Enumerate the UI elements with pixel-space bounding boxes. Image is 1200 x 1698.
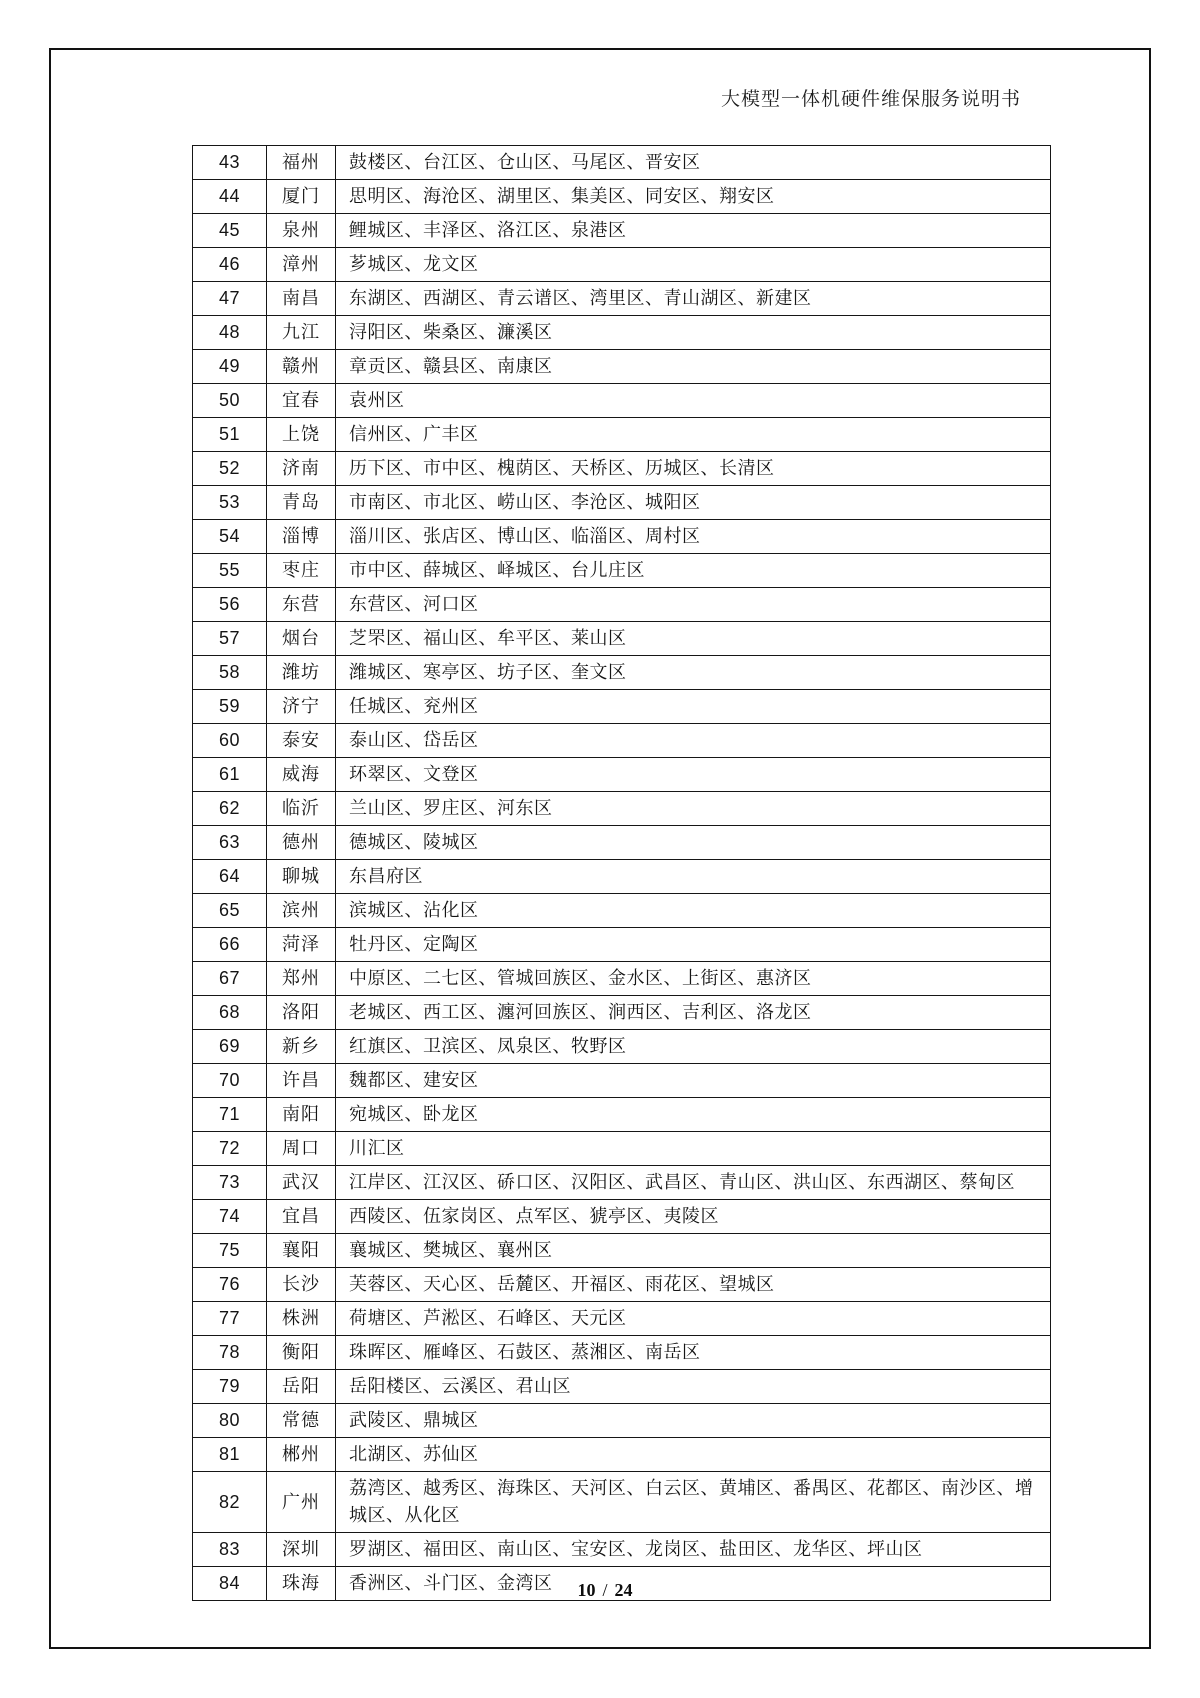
city-cell: 襄阳 <box>267 1234 336 1268</box>
city-cell: 南阳 <box>267 1098 336 1132</box>
row-number-cell: 52 <box>193 452 267 486</box>
row-number-cell: 73 <box>193 1166 267 1200</box>
city-cell: 厦门 <box>267 180 336 214</box>
city-cell: 宜春 <box>267 384 336 418</box>
city-cell: 广州 <box>267 1472 336 1533</box>
city-cell: 威海 <box>267 758 336 792</box>
row-number-cell: 54 <box>193 520 267 554</box>
districts-cell: 芝罘区、福山区、牟平区、莱山区 <box>336 622 1051 656</box>
districts-cell: 兰山区、罗庄区、河东区 <box>336 792 1051 826</box>
districts-cell: 历下区、市中区、槐荫区、天桥区、历城区、长清区 <box>336 452 1051 486</box>
districts-table-body <box>193 146 1051 1601</box>
districts-cell: 思明区、海沧区、湖里区、集美区、同安区、翔安区 <box>336 180 1051 214</box>
table-row <box>193 282 1051 316</box>
row-number-cell: 65 <box>193 894 267 928</box>
city-cell: 青岛 <box>267 486 336 520</box>
row-number-cell: 76 <box>193 1268 267 1302</box>
districts-cell: 市南区、市北区、崂山区、李沧区、城阳区 <box>336 486 1051 520</box>
row-number-cell: 53 <box>193 486 267 520</box>
city-cell: 上饶 <box>267 418 336 452</box>
row-number-cell: 78 <box>193 1336 267 1370</box>
city-cell: 宜昌 <box>267 1200 336 1234</box>
row-number-cell: 63 <box>193 826 267 860</box>
table-row <box>193 928 1051 962</box>
districts-cell: 浔阳区、柴桑区、濂溪区 <box>336 316 1051 350</box>
districts-cell: 环翠区、文登区 <box>336 758 1051 792</box>
city-cell: 福州 <box>267 146 336 180</box>
districts-cell: 鲤城区、丰泽区、洛江区、泉港区 <box>336 214 1051 248</box>
row-number-cell: 51 <box>193 418 267 452</box>
row-number-cell: 55 <box>193 554 267 588</box>
districts-cell: 红旗区、卫滨区、凤泉区、牧野区 <box>336 1030 1051 1064</box>
row-number-cell: 46 <box>193 248 267 282</box>
table-row <box>193 826 1051 860</box>
table-row <box>193 588 1051 622</box>
city-cell: 泉州 <box>267 214 336 248</box>
city-cell: 周口 <box>267 1132 336 1166</box>
districts-cell: 老城区、西工区、瀍河回族区、涧西区、吉利区、洛龙区 <box>336 996 1051 1030</box>
city-cell: 郑州 <box>267 962 336 996</box>
row-number-cell: 56 <box>193 588 267 622</box>
row-number-cell: 49 <box>193 350 267 384</box>
table-row <box>193 1166 1051 1200</box>
row-number-cell: 72 <box>193 1132 267 1166</box>
row-number-cell: 75 <box>193 1234 267 1268</box>
city-cell: 株洲 <box>267 1302 336 1336</box>
table-row <box>193 724 1051 758</box>
row-number-cell: 66 <box>193 928 267 962</box>
city-cell: 滨州 <box>267 894 336 928</box>
table-row <box>193 1098 1051 1132</box>
districts-cell: 荷塘区、芦淞区、石峰区、天元区 <box>336 1302 1051 1336</box>
table-row <box>193 656 1051 690</box>
row-number-cell: 47 <box>193 282 267 316</box>
table-row <box>193 146 1051 180</box>
city-cell: 淄博 <box>267 520 336 554</box>
page-number-current: 10 <box>577 1580 596 1600</box>
table-row <box>193 486 1051 520</box>
city-cell: 临沂 <box>267 792 336 826</box>
table-row <box>193 1302 1051 1336</box>
row-number-cell: 50 <box>193 384 267 418</box>
city-cell: 洛阳 <box>267 996 336 1030</box>
table-row <box>193 248 1051 282</box>
districts-cell: 任城区、兖州区 <box>336 690 1051 724</box>
row-number-cell: 70 <box>193 1064 267 1098</box>
page-footer <box>0 1580 1200 1601</box>
row-number-cell: 84 <box>193 1567 267 1601</box>
table-row <box>193 622 1051 656</box>
table-row <box>193 384 1051 418</box>
districts-cell: 袁州区 <box>336 384 1051 418</box>
table-row <box>193 792 1051 826</box>
city-cell: 珠海 <box>267 1567 336 1601</box>
table-row <box>193 1472 1051 1533</box>
city-cell: 聊城 <box>267 860 336 894</box>
row-number-cell: 59 <box>193 690 267 724</box>
city-cell: 衡阳 <box>267 1336 336 1370</box>
table-row <box>193 418 1051 452</box>
table-row <box>193 350 1051 384</box>
table-row <box>193 1438 1051 1472</box>
table-row <box>193 996 1051 1030</box>
table-row <box>193 180 1051 214</box>
city-cell: 潍坊 <box>267 656 336 690</box>
city-cell: 赣州 <box>267 350 336 384</box>
table-row <box>193 214 1051 248</box>
row-number-cell: 64 <box>193 860 267 894</box>
city-cell: 深圳 <box>267 1533 336 1567</box>
table-row <box>193 554 1051 588</box>
districts-cell: 岳阳楼区、云溪区、君山区 <box>336 1370 1051 1404</box>
districts-cell: 东湖区、西湖区、青云谱区、湾里区、青山湖区、新建区 <box>336 282 1051 316</box>
districts-cell: 川汇区 <box>336 1132 1051 1166</box>
districts-cell: 罗湖区、福田区、南山区、宝安区、龙岗区、盐田区、龙华区、坪山区 <box>336 1533 1051 1567</box>
city-cell: 南昌 <box>267 282 336 316</box>
table-row <box>193 690 1051 724</box>
city-cell: 岳阳 <box>267 1370 336 1404</box>
city-cell: 许昌 <box>267 1064 336 1098</box>
row-number-cell: 62 <box>193 792 267 826</box>
districts-cell: 中原区、二七区、管城回族区、金水区、上街区、惠济区 <box>336 962 1051 996</box>
districts-cell: 泰山区、岱岳区 <box>336 724 1051 758</box>
table-row <box>193 962 1051 996</box>
districts-cell: 武陵区、鼎城区 <box>336 1404 1051 1438</box>
districts-cell: 德城区、陵城区 <box>336 826 1051 860</box>
city-cell: 济南 <box>267 452 336 486</box>
row-number-cell: 60 <box>193 724 267 758</box>
table-row <box>193 1404 1051 1438</box>
table-row <box>193 452 1051 486</box>
city-cell: 济宁 <box>267 690 336 724</box>
city-cell: 德州 <box>267 826 336 860</box>
city-cell: 烟台 <box>267 622 336 656</box>
row-number-cell: 68 <box>193 996 267 1030</box>
row-number-cell: 81 <box>193 1438 267 1472</box>
districts-cell: 东昌府区 <box>336 860 1051 894</box>
districts-cell: 市中区、薛城区、峄城区、台儿庄区 <box>336 554 1051 588</box>
districts-cell: 芗城区、龙文区 <box>336 248 1051 282</box>
city-cell: 新乡 <box>267 1030 336 1064</box>
row-number-cell: 45 <box>193 214 267 248</box>
city-cell: 武汉 <box>267 1166 336 1200</box>
table-row <box>193 1234 1051 1268</box>
districts-cell: 章贡区、赣县区、南康区 <box>336 350 1051 384</box>
districts-cell: 淄川区、张店区、博山区、临淄区、周村区 <box>336 520 1051 554</box>
table-row <box>193 894 1051 928</box>
row-number-cell: 44 <box>193 180 267 214</box>
table-row <box>193 758 1051 792</box>
districts-cell: 荔湾区、越秀区、海珠区、天河区、白云区、黄埔区、番禺区、花都区、南沙区、增城区、从化区 <box>336 1472 1051 1533</box>
table-row <box>193 1064 1051 1098</box>
districts-cell: 江岸区、江汉区、硚口区、汉阳区、武昌区、青山区、洪山区、东西湖区、蔡甸区 <box>336 1166 1051 1200</box>
document-header-title: 大模型一体机硬件维保服务说明书 <box>720 89 1021 110</box>
row-number-cell: 67 <box>193 962 267 996</box>
row-number-cell: 57 <box>193 622 267 656</box>
city-cell: 漳州 <box>267 248 336 282</box>
districts-cell: 香洲区、斗门区、金湾区 <box>336 1567 1051 1601</box>
city-cell: 泰安 <box>267 724 336 758</box>
city-cell: 长沙 <box>267 1268 336 1302</box>
city-cell: 九江 <box>267 316 336 350</box>
districts-cell: 芙蓉区、天心区、岳麓区、开福区、雨花区、望城区 <box>336 1268 1051 1302</box>
districts-cell: 襄城区、樊城区、襄州区 <box>336 1234 1051 1268</box>
table-row <box>193 1030 1051 1064</box>
table-row <box>193 860 1051 894</box>
table-row <box>193 1336 1051 1370</box>
page-number-total: 24 <box>614 1580 633 1600</box>
row-number-cell: 79 <box>193 1370 267 1404</box>
row-number-cell: 71 <box>193 1098 267 1132</box>
row-number-cell: 80 <box>193 1404 267 1438</box>
districts-cell: 魏都区、建安区 <box>336 1064 1051 1098</box>
city-cell: 东营 <box>267 588 336 622</box>
row-number-cell: 74 <box>193 1200 267 1234</box>
table-row <box>193 316 1051 350</box>
table-row <box>193 520 1051 554</box>
districts-cell: 牡丹区、定陶区 <box>336 928 1051 962</box>
districts-cell: 鼓楼区、台江区、仓山区、马尾区、晋安区 <box>336 146 1051 180</box>
row-number-cell: 61 <box>193 758 267 792</box>
row-number-cell: 69 <box>193 1030 267 1064</box>
districts-cell: 西陵区、伍家岗区、点军区、猇亭区、夷陵区 <box>336 1200 1051 1234</box>
districts-table <box>192 145 1051 1601</box>
city-cell: 菏泽 <box>267 928 336 962</box>
row-number-cell: 77 <box>193 1302 267 1336</box>
districts-cell: 滨城区、沾化区 <box>336 894 1051 928</box>
row-number-cell: 48 <box>193 316 267 350</box>
row-number-cell: 82 <box>193 1472 267 1533</box>
city-cell: 郴州 <box>267 1438 336 1472</box>
table-row <box>193 1370 1051 1404</box>
districts-cell: 东营区、河口区 <box>336 588 1051 622</box>
districts-cell: 珠晖区、雁峰区、石鼓区、蒸湘区、南岳区 <box>336 1336 1051 1370</box>
row-number-cell: 43 <box>193 146 267 180</box>
row-number-cell: 83 <box>193 1533 267 1567</box>
table-row <box>193 1268 1051 1302</box>
city-cell: 常德 <box>267 1404 336 1438</box>
districts-cell: 信州区、广丰区 <box>336 418 1051 452</box>
districts-cell: 潍城区、寒亭区、坊子区、奎文区 <box>336 656 1051 690</box>
districts-cell: 北湖区、苏仙区 <box>336 1438 1051 1472</box>
table-row <box>193 1132 1051 1166</box>
table-row <box>193 1533 1051 1567</box>
table-row <box>193 1200 1051 1234</box>
city-cell: 枣庄 <box>267 554 336 588</box>
districts-cell: 宛城区、卧龙区 <box>336 1098 1051 1132</box>
page-number-separator: / <box>602 1580 608 1600</box>
row-number-cell: 58 <box>193 656 267 690</box>
